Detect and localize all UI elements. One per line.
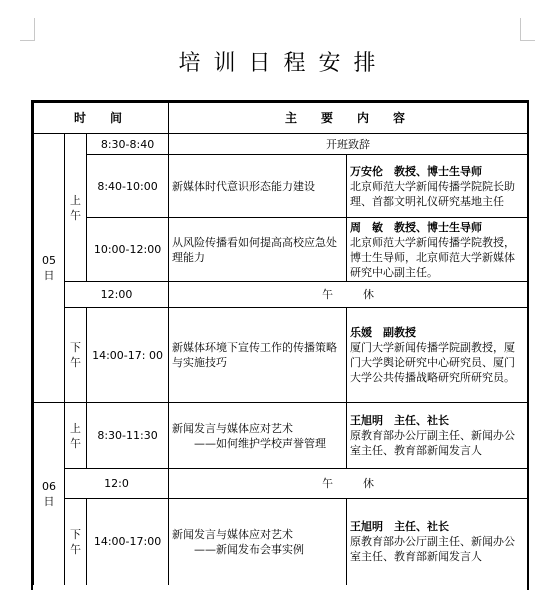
session-full-content: 开班致辞 <box>169 134 528 155</box>
day-date: 06日 <box>34 403 65 585</box>
period-label-afternoon: 下 午 <box>65 308 87 403</box>
table-row-break <box>34 282 528 308</box>
session-topic: 从风险传播看如何提高高校应急处理能力 <box>169 218 347 282</box>
session-time: 8:30-8:40 <box>87 134 169 155</box>
speaker-description: 原教育部办公厅副主任、新闻办公室主任、教育部新闻发言人 <box>350 429 516 457</box>
speaker-name: 王旭明 主任、社长 <box>350 414 450 427</box>
session-time: 12:0 <box>65 469 169 499</box>
speaker-name: 乐媛 副教授 <box>350 326 417 339</box>
speaker-name: 周 敏 教授、博士生导师 <box>350 220 483 234</box>
period-label-morning: 上 午 <box>65 134 87 282</box>
speaker-description: 北京师范大学新闻传播学院教授，博士生导师，北京师范大学新媒体研究中心副主任。 <box>350 235 516 279</box>
table-row <box>34 403 528 469</box>
speaker-name: 王旭明 主任、社长 <box>350 520 450 534</box>
lunch-break: 午 休 <box>169 469 528 499</box>
session-time: 14:00-17:00 <box>87 499 169 585</box>
session-topic-subtitle: ——如何维护学校声誉管理 <box>194 436 327 450</box>
crop-mark-top-right <box>520 18 535 41</box>
table-row <box>34 134 528 155</box>
header-time: 时 间 <box>34 103 169 134</box>
crop-mark-top-left <box>20 18 35 41</box>
speaker-name: 万安伦 教授、博士生导师 <box>350 164 483 178</box>
session-time: 12:00 <box>65 282 169 308</box>
session-topic-subtitle: ——新闻发布会事实例 <box>194 542 305 556</box>
session-time: 8:30-11:30 <box>87 403 169 469</box>
session-topic: 新媒体时代意识形态能力建设 <box>169 155 347 218</box>
session-time: 8:40-10:00 <box>87 155 169 218</box>
page-title: 培训日程安排 <box>178 51 389 76</box>
speaker-cell <box>347 403 528 469</box>
session-time: 10:00-12:00 <box>87 218 169 282</box>
table-row <box>34 155 528 218</box>
speaker-cell <box>347 308 528 403</box>
schedule-table <box>33 102 528 585</box>
speaker-cell <box>347 218 528 282</box>
day-date: 05日 <box>34 134 65 403</box>
table-row <box>34 218 528 282</box>
header-content: 主 要 内 容 <box>169 103 528 134</box>
session-topic: 新媒体环境下宣传工作的传播策略与实施技巧 <box>169 308 347 403</box>
speaker-cell <box>347 155 528 218</box>
speaker-description: 原教育部办公厅副主任、新闻办公室主任、教育部新闻发言人 <box>350 535 516 564</box>
speaker-description: 北京师范大学新闻传播学院院长助理、首都文明礼仪研究基地主任 <box>350 179 516 208</box>
session-time: 14:00-17: 00 <box>87 308 169 403</box>
period-label-morning: 上 午 <box>65 403 87 469</box>
speaker-cell <box>347 499 528 585</box>
session-topic: 新闻发言与媒体应对艺术 ——新闻发布会事实例 <box>169 499 347 585</box>
speaker-description: 厦门大学新闻传播学院副教授，厦门大学舆论研究中心研究员、厦门大学公共传播战略研究所研究员。 <box>350 341 516 384</box>
table-row-break <box>34 469 528 499</box>
session-topic: 新闻发言与媒体应对艺术 ——如何维护学校声誉管理 <box>169 403 347 469</box>
table-header-row <box>34 103 528 134</box>
lunch-break: 午 休 <box>169 282 528 308</box>
table-row <box>34 499 528 585</box>
period-label-afternoon: 下 午 <box>65 499 87 585</box>
table-row <box>34 308 528 403</box>
